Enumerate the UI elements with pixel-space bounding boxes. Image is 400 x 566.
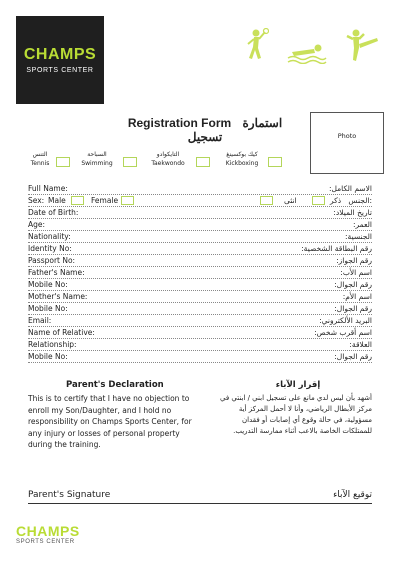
sport-ar: التنس — [32, 151, 48, 158]
footer-logo-title: CHAMPS — [16, 523, 80, 539]
field-label-ar: اسم الأم: — [342, 292, 372, 301]
sport-en: Taekwondo — [151, 160, 185, 167]
sex-female-en: Female — [91, 196, 119, 205]
photo-box[interactable] — [310, 112, 384, 174]
declaration-text-en: This is to certify that I have no objection to enroll my Son/Daughter, and I hold no responsibility on Champs Sports Center, for any injury or losses of personal property during the training. — [28, 394, 192, 449]
sport-en: Swimming — [81, 160, 113, 167]
field-label-ar: رقم الجواز: — [336, 256, 372, 265]
sport-option-taekwondo — [150, 150, 186, 168]
taekwondo-checkbox[interactable] — [196, 157, 210, 167]
field-label-en: Passport No: — [28, 256, 76, 265]
field-label-en: Mobile No: — [28, 280, 68, 289]
field-label-en: Mother's Name: — [28, 292, 88, 301]
female-checkbox-en[interactable] — [121, 196, 134, 205]
field-label-ar: الاسم الكامل: — [328, 184, 372, 193]
field-label-en: Mobile No: — [28, 352, 68, 361]
tennis-checkbox[interactable] — [56, 157, 70, 167]
field-label-en: Email: — [28, 316, 52, 325]
male-checkbox-ar[interactable] — [312, 196, 325, 205]
male-checkbox-en[interactable] — [71, 196, 84, 205]
field-label-en: Name of Relative: — [28, 328, 95, 337]
tennis-player-icon — [243, 28, 269, 66]
footer-logo-subtitle: SPORTS CENTER — [16, 539, 75, 545]
field-label-en: Nationality: — [28, 232, 71, 241]
field-label-en: Mobile No: — [28, 304, 68, 313]
sex-female-ar: انثى — [284, 196, 297, 205]
field-label-en: Age: — [28, 220, 46, 229]
field-label-ar: العمر: — [353, 220, 372, 229]
field-label-en: Father's Name: — [28, 268, 85, 277]
sex-label-ar: الجنس: — [348, 196, 372, 205]
field-label-en: Identity No: — [28, 244, 72, 253]
declaration-text-ar: أشهد بأن ليس لدي مانع على تسجيل ابني / ابنتي في مركز الأبطال الرياضي، وأنا لا أحمل المركز أية مسؤولية، في حالة وقوع أي إصابات أو فقدان للممتلكات الخاصة بالاعب أثناء ممارسة التدريب. — [220, 394, 372, 435]
field-label-ar: رقم الجوال: — [334, 280, 372, 289]
logo-title: CHAMPS — [23, 46, 97, 63]
signature-line[interactable] — [28, 503, 372, 504]
signature-label-en: Parent's Signature — [28, 490, 111, 500]
field-label-ar: اسم الأب: — [340, 268, 372, 277]
sport-option-swimming — [80, 150, 114, 168]
field-label-ar: العلاقة: — [349, 340, 372, 349]
field-relative-mobile[interactable] — [28, 350, 372, 363]
field-label-en: Relationship: — [28, 340, 77, 349]
form-title — [110, 116, 300, 144]
signature-label-ar: توقيع الآباء — [333, 490, 372, 500]
field-label-ar: الجنسية: — [345, 232, 372, 241]
kickboxer-icon — [344, 28, 380, 66]
swimming-checkbox[interactable] — [123, 157, 137, 167]
sport-option-kickboxing — [222, 150, 262, 168]
field-label-ar: رقم الجوال: — [334, 304, 372, 313]
swimmer-icon — [286, 42, 328, 64]
field-label-ar: اسم أقرب شخص: — [314, 328, 372, 337]
form-title-ar: استمارة تسجيل — [187, 116, 283, 144]
sport-en: Tennis — [30, 160, 50, 167]
field-label-ar: رقم الجوال: — [334, 352, 372, 361]
sport-option-tennis — [30, 150, 50, 168]
sex-male-ar: ذكر — [330, 196, 342, 205]
sport-en: Kickboxing — [225, 160, 259, 167]
sport-ar: كيك بوكسينغ — [226, 151, 258, 158]
sex-label-en: Sex: — [28, 196, 45, 205]
kickboxing-checkbox[interactable] — [268, 157, 282, 167]
field-label-ar: رقم البطاقة الشخصية: — [301, 244, 372, 253]
photo-label: Photo — [337, 132, 357, 140]
declaration-heading-ar: إقرار الآباء — [275, 380, 321, 390]
field-label-en: Date of Birth: — [28, 208, 79, 217]
declaration-heading-en: Parent's Declaration — [66, 380, 164, 390]
logo-subtitle: SPORTS CENTER — [26, 67, 94, 74]
field-label-en: Full Name: — [28, 184, 68, 193]
logo — [16, 16, 104, 104]
field-label-ar: البريد الألكتروني: — [319, 316, 372, 325]
sport-ar: السباحة — [87, 151, 107, 158]
female-checkbox-ar[interactable] — [260, 196, 273, 205]
footer-logo — [16, 523, 80, 545]
field-label-ar: تاريخ الميلاد: — [333, 208, 372, 217]
sport-ar: التايكوادو — [156, 151, 180, 158]
form-title-en: Registration Form — [127, 116, 232, 130]
sex-male-en: Male — [48, 196, 66, 205]
